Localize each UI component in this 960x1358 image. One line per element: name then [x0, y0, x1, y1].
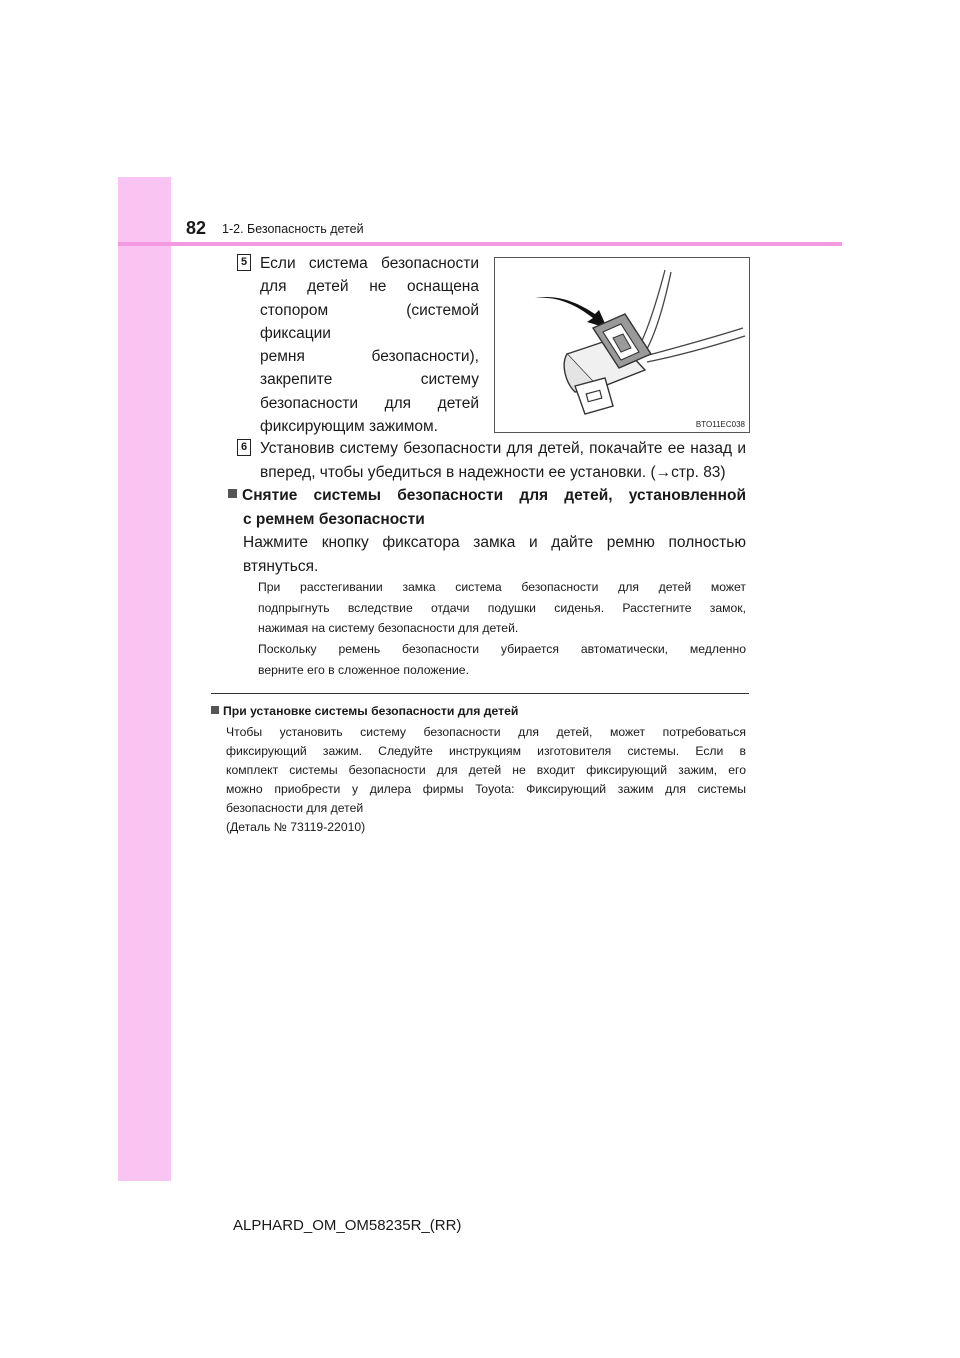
step-6-line: вперед, чтобы убедиться в надежности ее установки. (→стр. 83): [260, 464, 726, 481]
step-5-line: для детей не оснащена: [260, 278, 479, 296]
step-5-text: [260, 252, 479, 438]
removal-heading-line: с ремнем безопасности: [243, 511, 425, 528]
step-5-line: закрепите систему: [260, 371, 479, 389]
step-6-text: [260, 437, 746, 485]
step-5-line: фиксирующим зажимом.: [260, 418, 438, 436]
locking-clip-illustration: [494, 257, 750, 433]
square-bullet-icon: [211, 706, 219, 714]
step-5-line: Если система безопасности: [260, 255, 479, 272]
figure-code: BTO11EC038: [695, 420, 745, 429]
installation-note-line: можно приобрести у дилера фирмы Toyota: Фиксирующий зажим для системы: [226, 782, 746, 796]
section-divider: [211, 693, 749, 694]
note-line: При расстегивании замка система безопасности для детей может: [258, 580, 746, 594]
header-rule: [118, 242, 842, 246]
removal-instruction-line: Нажмите кнопку фиксатора замка и дайте ремню полностью: [243, 534, 746, 551]
side-tab-bar: [118, 177, 171, 1181]
step-number-6: 6: [237, 439, 251, 456]
page-number: 82: [186, 218, 207, 238]
document-code: ALPHARD_OM_OM58235R_(RR): [233, 1217, 462, 1234]
removal-heading: [228, 484, 746, 532]
removal-instruction: [243, 531, 746, 579]
installation-note-line: (Деталь № 73119-22010): [226, 820, 366, 834]
note-line: нажимая на систему безопасности для детей.: [258, 621, 519, 635]
installation-note-line: комплект системы безопасности для детей не входит фиксирующий зажим, его: [226, 763, 746, 777]
installation-note-line: фиксирующий зажим. Следуйте инструкциям изготовителя системы. Если в: [226, 744, 746, 758]
removal-note-1: [258, 577, 746, 639]
installation-note-text: [226, 723, 746, 837]
note-line: Поскольку ремень безопасности убирается автоматически, медленно: [258, 642, 746, 656]
installation-note-heading-text: При установке системы безопасности для детей: [223, 704, 519, 718]
step-number-5: 5: [237, 254, 251, 271]
note-line: верните его в сложенное положение.: [258, 662, 469, 677]
removal-heading-line: Снятие системы безопасности для детей, установленной: [242, 487, 746, 504]
installation-note-line: безопасности для детей: [226, 801, 364, 815]
section-title: 1-2. Безопасность детей: [222, 222, 364, 236]
step-5-line: ремня безопасности),: [260, 348, 479, 366]
seatbelt-buckle-drawing: [495, 258, 749, 432]
note-line: подпрыгнуть вследствие отдачи подушки сиденья. Расстегните замок,: [258, 600, 746, 615]
installation-note-heading: [211, 704, 518, 718]
step-6-line: Установив систему безопасности для детей, покачайте ее назад и: [260, 440, 746, 457]
removal-note-2: [258, 639, 746, 680]
square-bullet-icon: [228, 489, 237, 498]
installation-note-line: Чтобы установить систему безопасности для детей, может потребоваться: [226, 725, 746, 739]
step-5-line: стопором (системой фиксации: [260, 301, 479, 342]
removal-instruction-line: втянуться.: [243, 558, 319, 575]
step-5-line: безопасности для детей: [260, 394, 479, 412]
